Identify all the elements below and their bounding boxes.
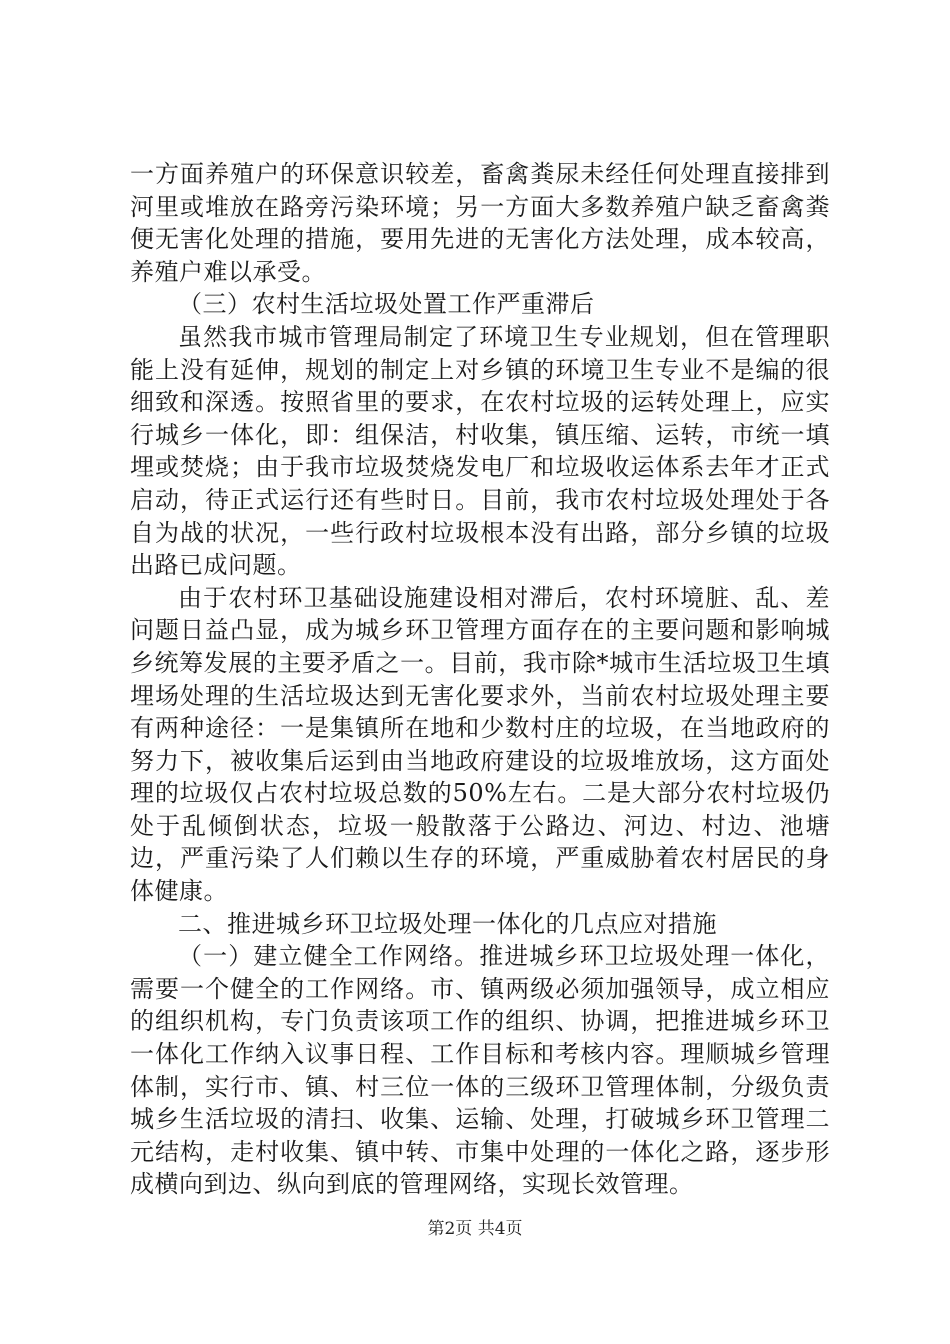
document-body [130,158,830,1201]
paragraph-continuation: 一方面养殖户的环保意识较差，畜禽粪尿未经任何处理直接排到河里或堆放在路旁污染环境；另一方面大多数养殖户缺乏畜禽粪便无害化处理的措施，要用先进的无害化方法处理，成本较高，养殖户难以承受。 [130,160,830,286]
section-heading-measures: 二、推进城乡环卫垃圾处理一体化的几点应对措施 [178,909,717,938]
paragraph-infrastructure: 由于农村环卫基础设施建设相对滞后，农村环境脏、乱、差问题日益凸显，成为城乡环卫管理方面存在的主要问题和影响城乡统筹发展的主要矛盾之一。目前，我市除*城市生活垃圾卫生填埋场处理的生活垃圾达到无害化要求外，当前农村垃圾处理主要有两种途径：一是集镇所在地和少数村庄的垃圾，在当地政府的努力下，被收集后运到由当地政府建设的垃圾堆放场，这方面处理的垃圾仅占农村垃圾总数的50%左右。二是大部分农村垃圾仍处于乱倾倒状态，垃圾一般散落于公路边、河边、村边、池塘边，严重污染了人们赖以生存的环境，严重威胁着农村居民的身体健康。 [130,583,830,906]
section-heading-3: （三）农村生活垃圾处置工作严重滞后 [178,290,595,319]
paragraph-work-network: （一）建立健全工作网络。推进城乡环卫垃圾处理一体化，需要一个健全的工作网络。市、镇两级必须加强领导，成立相应的组织机构，专门负责该项工作的组织、协调，把推进城乡环卫一体化工作纳入议事日程、工作目标和考核内容。理顺城乡管理体制，实行市、镇、村三位一体的三级环卫管理体制，分级负责城乡生活垃圾的清扫、收集、运输、处理，打破城乡环卫管理二元结构，走村收集、镇中转、市集中处理的一体化之路，逐步形成横向到边、纵向到底的管理网络，实现长效管理。 [130,942,830,1199]
page-footer: 第2页 共4页 [427,1219,523,1239]
paragraph-planning: 虽然我市城市管理局制定了环境卫生专业规划，但在管理职能上没有延伸，规划的制定上对乡镇的环境卫生专业不是编的很细致和深透。按照省里的要求，在农村垃圾的运转处理上，应实行城乡一体化，即：组保洁，村收集，镇压缩、运转，市统一填埋或焚烧；由于我市垃圾焚烧发电厂和垃圾收运体系去年才正式启动，待正式运行还有些时日。目前，我市农村垃圾处理处于各自为战的状况，一些行政村垃圾根本没有出路，部分乡镇的垃圾出路已成问题。 [130,322,830,580]
